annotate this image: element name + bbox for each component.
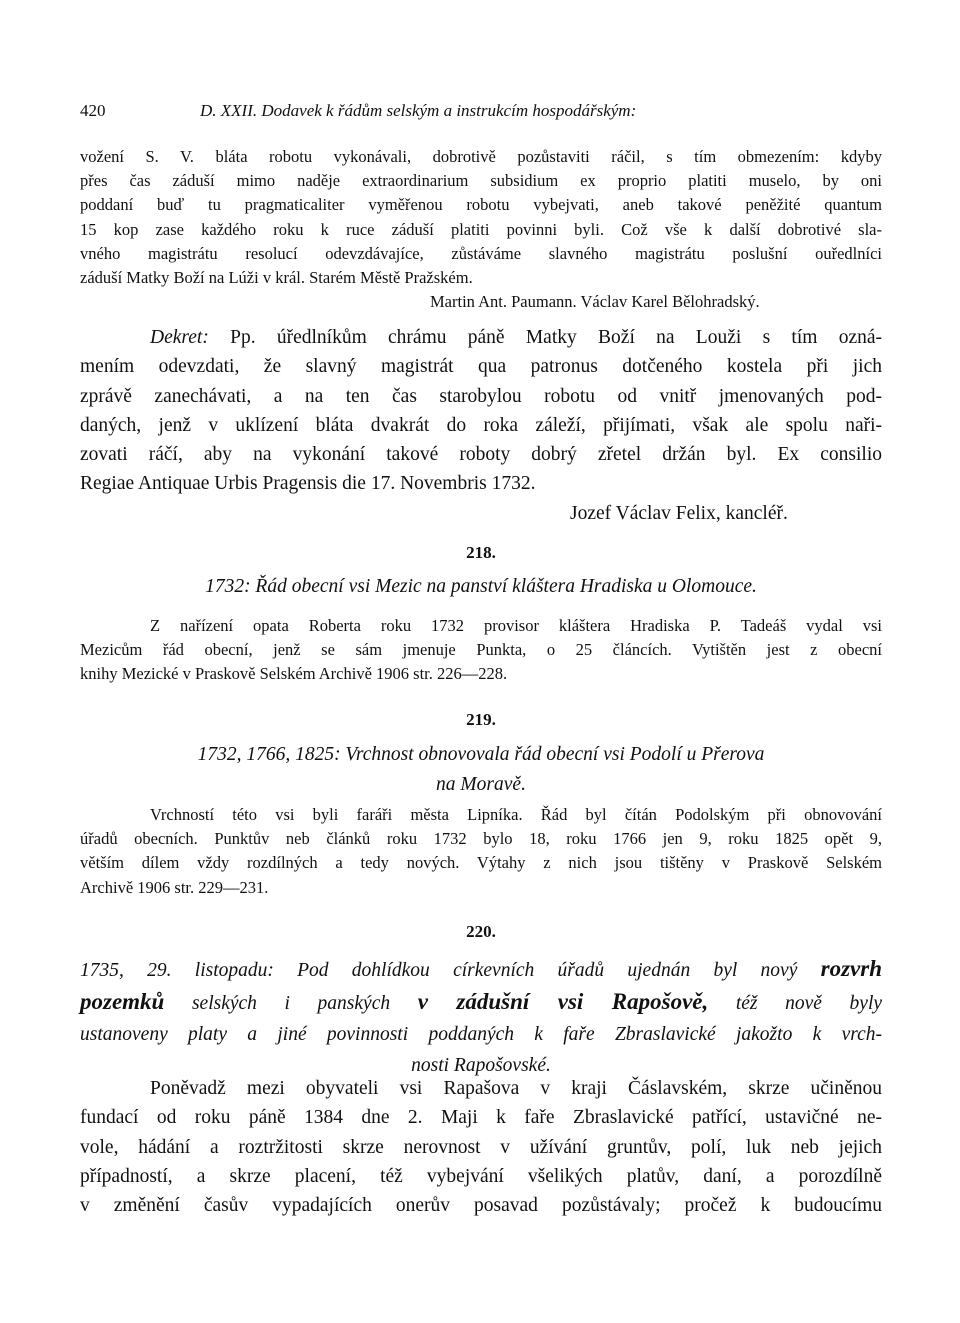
- text-line: případností, a skrze placení, též vybejvání všelikých platův, daní, a porozdílně: [80, 1165, 882, 1187]
- title-line: na Moravě.: [436, 774, 526, 795]
- section-219-paragraph: [80, 803, 882, 900]
- text-line: Vrchností této vsi byli faráři města Lipníka. Řád byl čítán Podolským při obnovování: [150, 805, 882, 824]
- title-span: selských i panských: [191, 993, 391, 1014]
- text-line: Z nařízení opata Roberta roku 1732 provisor kláštera Hradiska P. Tadeáš vydal vsi: [150, 616, 882, 635]
- section-219-number: 219.: [466, 710, 496, 729]
- text-line: Regiae Antiquae Urbis Pragensis die 17. Novembris 1732.: [80, 473, 536, 495]
- section-220-title: [80, 953, 882, 1081]
- title-line: [80, 953, 882, 986]
- dekret-signature: Jozef Václav Felix, kancléř.: [570, 502, 788, 524]
- text-line: vného magistrátu resolucí odevzdávajíce, zůstáváme slavného magistrátu poslušní ouředlníci: [80, 243, 882, 263]
- section-218-number: 218.: [466, 543, 496, 562]
- intro-paragraph: [80, 145, 882, 314]
- section-218-paragraph: [80, 614, 882, 687]
- title-span: 1735, 29. listopadu: Pod dohlídkou církevních úřadů ujednán byl nový: [80, 960, 798, 981]
- title-line: ustanoveny platy a jiné povinnosti poddaných k faře Zbraslavické jakožto k vrch-: [80, 1024, 882, 1045]
- dekret-label: Dekret:: [150, 327, 209, 348]
- text-line: zovati ráčí, aby na vykonání takové roboty dobrý zřetel držán byl. Ex consilio: [80, 444, 882, 466]
- text-line: poddaní buď tu pragmaticaliter vyměřenou robotu vybejvati, aneb takové peněžité quantum: [80, 195, 882, 215]
- text-line: mením odevzdati, že slavný magistrát qua patronus dotčeného kostela při jich: [80, 356, 882, 378]
- text-line: vole, hádání a roztržitosti skrze nerovnost v užívání gruntův, polí, luk neb jejich: [80, 1136, 882, 1158]
- text-line: daných, jenž v uklízení bláta dvakrát do roka záleží, přijímati, však ale spolu naři-: [80, 414, 882, 436]
- text-line: větším dílem vždy rozdílných a tedy nových. Výtahy z nich jsou tištěny v Praskově Selském: [80, 853, 882, 873]
- text-line: fundací od roku páně 1384 dne 2. Maji k faře Zbraslavické patřící, ustavičné ne-: [80, 1107, 882, 1129]
- intro-signature: Martin Ant. Paumann. Václav Karel Bělohradský.: [430, 292, 760, 312]
- section-219-title: [80, 740, 882, 800]
- title-line: [80, 986, 882, 1019]
- dekret-paragraph: [80, 323, 882, 528]
- page-header: [80, 101, 882, 125]
- title-span: též nově byly: [735, 993, 883, 1014]
- section-220-number: 220.: [466, 922, 496, 941]
- title-emphasis: rozvrh: [820, 956, 882, 981]
- text-line: Poněvadž mezi obyvateli vsi Rapašova v kraji Čáslavském, skrze učiněnou: [150, 1078, 882, 1099]
- title-line: 1732: Řád obecní vsi Mezic na panství kláštera Hradiska u Olomouce.: [205, 576, 757, 597]
- text-line: knihy Mezické v Praskově Selském Archivě 1906 str. 226—228.: [80, 664, 508, 684]
- text-line: úřadů obecních. Punktův neb článků roku 1732 bylo 18, roku 1766 jen 9, roku 1825 opět 9,: [80, 829, 882, 849]
- text-line: 15 kop zase každého roku k ruce záduší platiti povinni byli. Což vše k další dobrotivé sla-: [80, 219, 882, 239]
- text-line: Archivě 1906 str. 229—231.: [80, 877, 269, 897]
- title-emphasis: pozemků: [80, 989, 165, 1014]
- text-line: přes čas záduší mimo naděje extraordinarium subsidium ex proprio platiti muselo, by oni: [80, 171, 882, 191]
- text-line: zprávě zanechávati, a na ten čas starobylou robotu od vnitř jmenovaných pod-: [80, 385, 882, 407]
- text-line: [80, 323, 882, 352]
- text-line: v změnění časův vypadajících onerův posavad pozůstávaly; pročež k budoucímu: [80, 1195, 882, 1217]
- text-span: Pp. úředlníkům chrámu páně Matky Boží na Louži s tím ozná-: [230, 327, 883, 348]
- text-line: Mezicům řád obecní, jenž se sám jmenuje Punkta, o 25 článcích. Vytištěn jest z obecní: [80, 640, 882, 660]
- section-218-title: [80, 572, 882, 602]
- title-emphasis: v zádušní vsi Rapošově,: [417, 989, 709, 1014]
- title-line: 1732, 1766, 1825: Vrchnost obnovovala řád obecní vsi Podolí u Přerova: [197, 744, 765, 765]
- text-line: vožení S. V. bláta robotu vykonávali, dobrotivě pozůstaviti ráčil, s tím obmezením: kdyby: [80, 147, 882, 166]
- running-head: D. XXII. Dodavek k řádům selským a instrukcím hospodářským:: [200, 101, 637, 120]
- section-220-paragraph: [80, 1074, 882, 1220]
- text-line: záduší Matky Boží na Lúži v král. Starém Městě Pražském.: [80, 268, 473, 288]
- page-number: 420: [80, 101, 106, 120]
- title-line: nosti Rapošovské.: [411, 1055, 551, 1076]
